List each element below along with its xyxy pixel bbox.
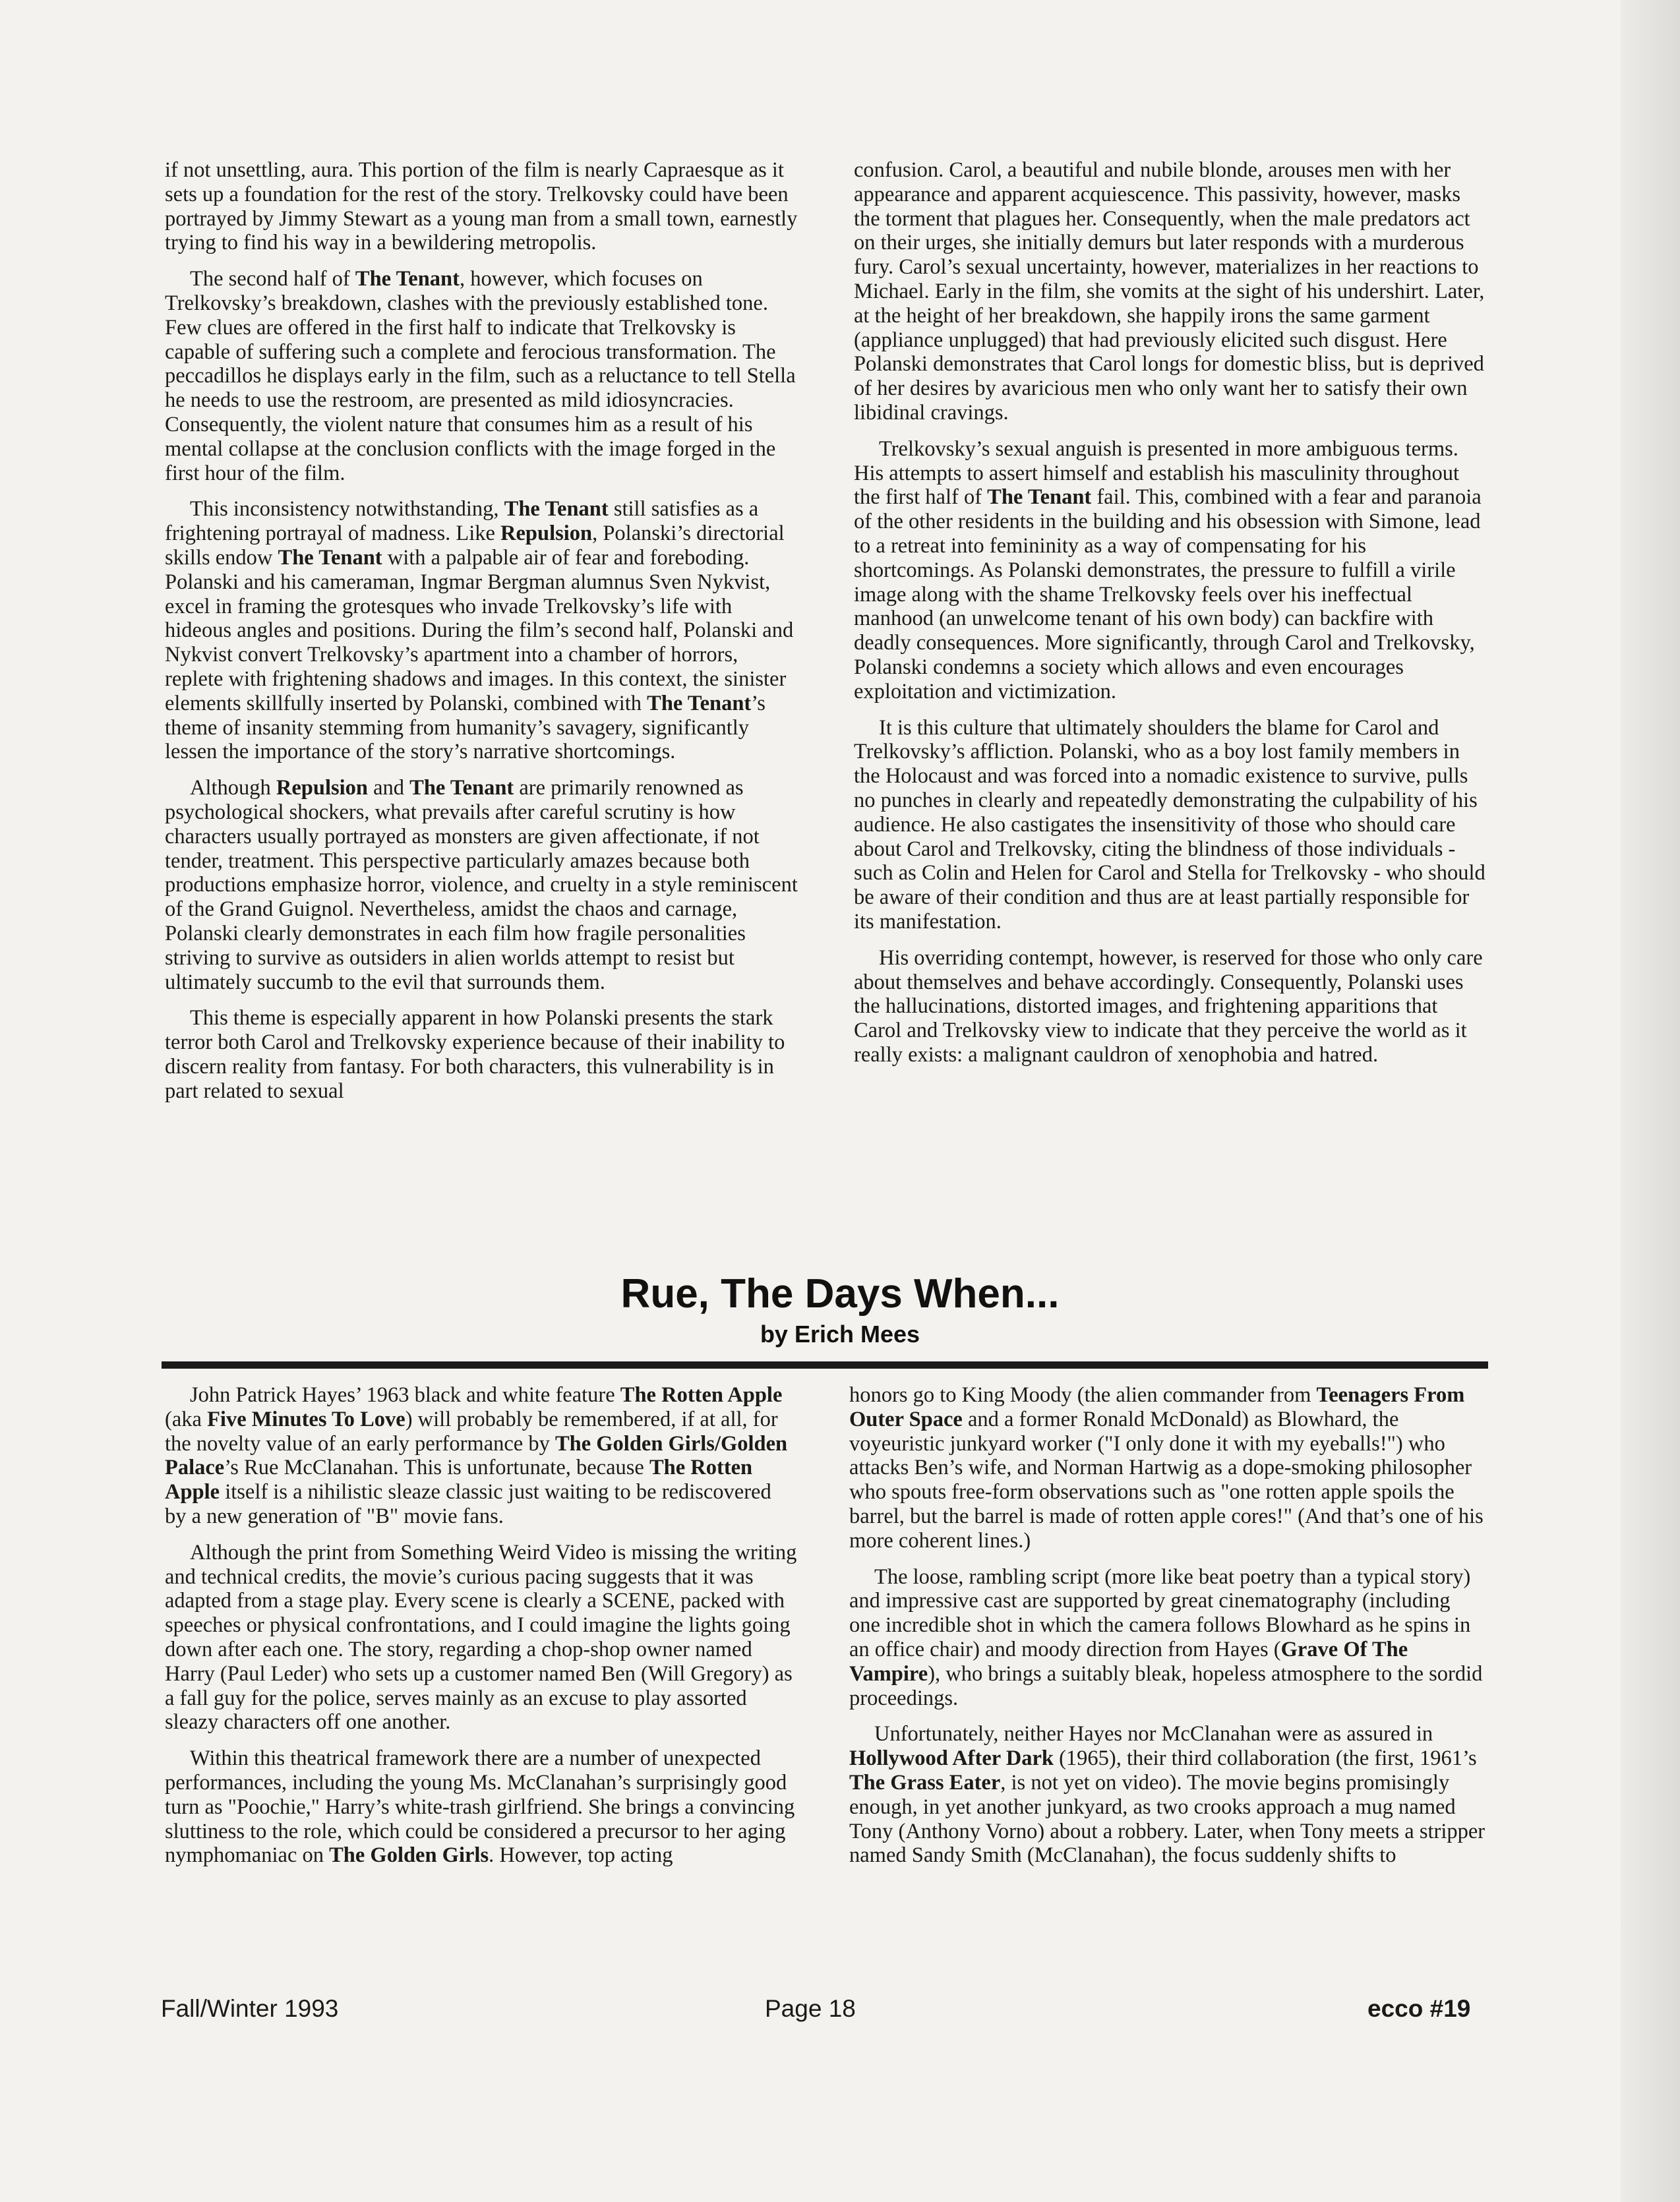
paragraph: John Patrick Hayes’ 1963 black and white feature The Rotten Apple (aka Five Minutes To Love) will probably be remembered, if at all, for the novelty value of an early performance by The Golden Girls/Golden Palace’s Rue McClanahan. This is unfortunate, because The Rotten Apple itself is a nihilistic sleaze classic just waiting to be rediscovered by a new generation of "B" movie fans.: [165, 1383, 788, 1528]
paragraph: This inconsistency notwithstanding, The Tenant still satisfies as a frightening portrayal of madness. Like Repulsion, Polanski’s directorial skills endow The Tenant with a palpable air of fear and foreboding. Polanski and his cameraman, Ingmar Bergman alumnus Sven Nykvist, excel in framing the grotesques who invade Trelkovsky’s life with hideous angles and positions. During the film’s second half, Polanski and Nykvist convert Trelkovsky’s apartment into a chamber of horrors, replete with frightening shadows and images. In this context, the sinister elements skillfully inserted by Polanski, combined with The Tenant’s theme of insanity stemming from humanity’s savagery, significantly lessen the importance of the story’s narrative shortcomings.: [165, 497, 794, 764]
paragraph: The loose, rambling script (more like beat poetry than a typical story) and impressive cast are supported by great cinematography (including one incredible shot in which the camera follows Blowhard as he spins in an office chair) and moody direction from Hayes (Grave Of The Vampire), who brings a suitably bleak, hopeless atmosphere to the sordid proceedings.: [849, 1564, 1483, 1710]
paragraph: His overriding contempt, however, is reserved for those who only care about themselves and behave accordingly. Consequently, Polanski uses the hallucinations, distorted images, and frightening apparitions that Carol and Trelkovsky view to indicate that they perceive the world as it really exists: a malignant cauldron of xenophobia and hatred.: [854, 945, 1483, 1067]
paragraph: confusion. Carol, a beautiful and nubile blonde, arouses men with her appearance and apparent acquiescence. This passivity, however, masks the torment that plagues her. Consequently, when the male predators act on their urges, she initially demurs but later responds with a murderous fury. Carol’s sexual uncertainty, however, materializes in her reactions to Michael. Early in the film, she vomits at the sight of his undershirt. Later, at the height of her breakdown, she happily irons the same garment (appliance unplugged) that had previously elicited such disgust. Here Polanski demonstrates that Carol longs for domestic bliss, but is deprived of her desires by avaricious men who only want her to satisfy their own libidinal cravings.: [854, 158, 1485, 425]
paragraph: This theme is especially apparent in how Polanski presents the stark terror both Carol and Trelkovsky experience because of their inability to discern reality from fantasy. For both characters, this vulnerability is in part related to sexual: [165, 1006, 785, 1103]
tenant-review-column-left: [165, 158, 798, 1115]
paragraph: Although Repulsion and The Tenant are primarily renowned as psychological shockers, what prevails after careful scrutiny is how characters usually portrayed as monsters are given affectionate, if not tender, treatment. This perspective particularly amazes because both productions emphasize horror, violence, and cruelty in a style reminiscent of the Grand Guignol. Nevertheless, amidst the chaos and carnage, Polanski clearly demonstrates in each film how fragile personalities striving to survive as outsiders in alien worlds attempt to resist but ultimately succumb to the evil that surrounds them.: [165, 776, 798, 994]
rotten-apple-review-column-left: [165, 1383, 798, 1880]
footer-magazine-issue: ecco #19: [1367, 1995, 1471, 2022]
page-edge-shadow: [1621, 0, 1680, 2202]
paragraph: Unfortunately, neither Hayes nor McClanahan were as assured in Hollywood After Dark (1965), their third collaboration (the first, 1961’s The Grass Eater, is not yet on video). The movie begins promisingly enough, in yet another junkyard, as two crooks approach a mug named Tony (Anthony Vorno) about a robbery. Later, when Tony meets a stripper named Sandy Smith (McClanahan), the focus suddenly shifts to: [849, 1722, 1485, 1868]
rotten-apple-review-column-right: [849, 1383, 1485, 1880]
tenant-review-column-right: [854, 158, 1487, 1079]
paragraph: honors go to King Moody (the alien commander from Teenagers From Outer Space and a former Ronald McDonald) as Blowhard, the voyeuristic junkyard worker ("I only done it with my eyeballs!") who attacks Ben’s wife, and Norman Hartwig as a dope-smoking philosopher who spouts free-form observations such as "one rotten apple spoils the barrel, but the barrel is made of rotten apple cores!" (And that’s one of his more coherent lines.): [849, 1383, 1484, 1553]
section-divider-rule: [162, 1361, 1488, 1369]
paragraph: Although the print from Something Weird Video is missing the writing and technical credits, the movie’s curious pacing suggests that it was adapted from a stage play. Every scene is clearly a SCENE, packed with speeches or physical confrontations, and I could imagine the lights going down after each one. The story, regarding a chop-shop owner named Harry (Paul Leder) who sets up a customer named Ben (Will Gregory) as a fall guy for the police, serves mainly as an excuse to play assorted sleazy characters off one another.: [165, 1540, 797, 1735]
article-title: Rue, The Days When...: [620, 1271, 1060, 1317]
paragraph: Within this theatrical framework there are a number of unexpected performances, including the young Ms. McClanahan’s surprisingly good turn as "Poochie," Harry’s white-trash girlfriend. She brings a convincing sluttiness to the role, which could be considered a precursor to her aging nymphomaniac on The Golden Girls. However, top acting: [165, 1746, 795, 1868]
footer-issue-date: Fall/Winter 1993: [161, 1995, 339, 2022]
paragraph: if not unsettling, aura. This portion of the film is nearly Capraesque as it sets up a foundation for the rest of the story. Trelkovsky could have been portrayed by Jimmy Stewart as a young man from a small town, earnestly trying to find his way in a bewildering metropolis.: [165, 158, 798, 255]
article-byline: by Erich Mees: [760, 1321, 920, 1348]
footer-page-number: Page 18: [765, 1995, 856, 2022]
paragraph: Trelkovsky’s sexual anguish is presented in more ambiguous terms. His attempts to assert himself and establish his masculinity throughout the first half of The Tenant fail. This, combined with a fear and paranoia of the other residents in the building and his obsession with Simone, lead to a retreat into femininity as a way of compensating for his shortcomings. As Polanski demonstrates, the pressure to fulfill a virile image along with the shame Trelkovsky feels over his ineffectual manhood (an unwelcome tenant of his own body) can backfire with deadly consequences. More significantly, through Carol and Trelkovsky, Polanski condemns a society which allows and even encourages exploitation and victimization.: [854, 436, 1482, 703]
paragraph: The second half of The Tenant, however, which focuses on Trelkovsky’s breakdown, clashes with the previously established tone. Few clues are offered in the first half to indicate that Trelkovsky is capable of suffering such a complete and ferocious transformation. The peccadillos he displays early in the film, such as a reluctance to tell Stella he needs to use the restroom, are presented as mild idiosyncracies. Consequently, the violent nature that consumes him as a result of his mental collapse at the conclusion conflicts with the image forged in the first hour of the film.: [165, 267, 796, 485]
paragraph: It is this culture that ultimately shoulders the blame for Carol and Trelkovsky’s affliction. Polanski, who as a boy lost family members in the Holocaust and was forced into a nomadic existence to survive, pulls no punches in clearly and repeatedly demonstrating the culpability of his audience. He also castigates the insensitivity of those who should care about Carol and Trelkovsky, citing the blindness of those individuals - such as Colin and Helen for Carol and Stella for Trelkovsky - who should be aware of their condition and thus are at least partially responsible for its manifestation.: [854, 715, 1485, 934]
